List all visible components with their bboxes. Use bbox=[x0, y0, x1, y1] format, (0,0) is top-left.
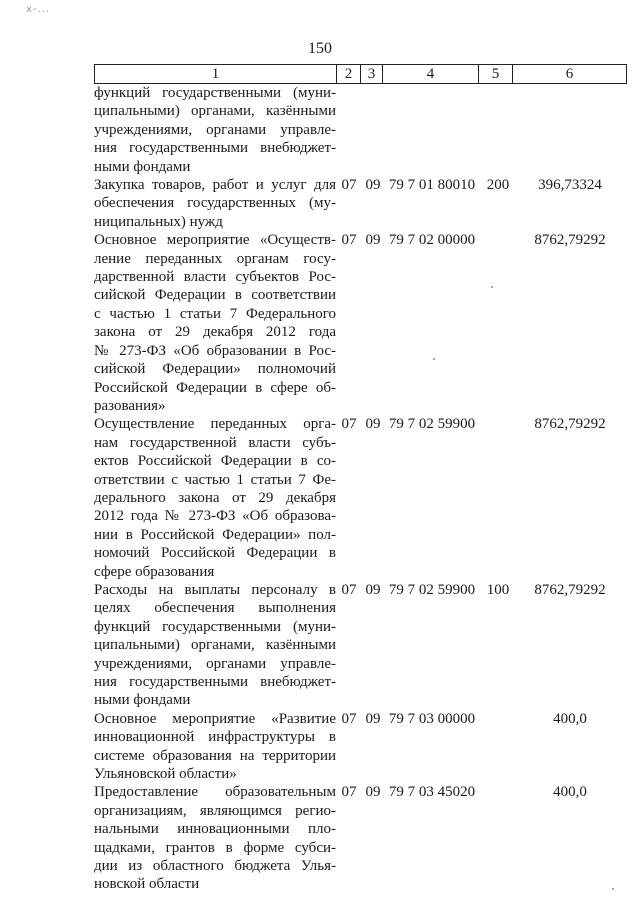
description-line: Закупка товаров, работ и услуг для bbox=[94, 177, 336, 194]
description-line: нальными инновационными пло- bbox=[94, 821, 336, 838]
description-line: ными фондами bbox=[94, 692, 191, 709]
description-line: целях обеспечения выполнения bbox=[94, 600, 336, 617]
header-col-4: 4 bbox=[383, 65, 479, 84]
description-line: нам государственной власти субъ- bbox=[94, 434, 336, 451]
scan-speck bbox=[612, 888, 614, 890]
target-article-code: 79 7 01 80010 bbox=[388, 177, 476, 194]
description-line: Ульяновской области» bbox=[94, 766, 237, 783]
section-code: 07 bbox=[341, 710, 357, 727]
description-line: новской области bbox=[94, 876, 200, 893]
row-description bbox=[94, 84, 336, 176]
description-line: Основное мероприятие «Развитие bbox=[94, 710, 336, 727]
header-col-6: 6 bbox=[513, 65, 627, 84]
description-line: обеспечения государственных (му- bbox=[94, 195, 336, 212]
description-line: системе образования на территории bbox=[94, 747, 336, 764]
description-line: дарственной власти субъектов Рос- bbox=[94, 269, 336, 286]
row-description bbox=[94, 415, 336, 581]
description-line: ектов Российской Федерации в со- bbox=[94, 453, 336, 470]
scan-speck bbox=[491, 286, 493, 288]
description-line: ния государственными внебюджет- bbox=[94, 140, 336, 157]
description-line: учреждениями, органами управле- bbox=[94, 121, 336, 138]
subsection-code: 09 bbox=[365, 232, 381, 249]
description-line: Осуществление переданных орга- bbox=[94, 416, 336, 433]
description-line: ципальными) органами, казёнными bbox=[94, 637, 336, 654]
description-line: учреждениями, органами управле- bbox=[94, 655, 336, 672]
header-col-3: 3 bbox=[361, 65, 383, 84]
table-row bbox=[94, 84, 630, 176]
description-line: Российской Федерации в сфере об- bbox=[94, 379, 336, 396]
table-row bbox=[94, 783, 630, 893]
description-line: щадками, грантов в форме субси- bbox=[94, 839, 336, 856]
header-col-1: 1 bbox=[95, 65, 337, 84]
table-row bbox=[94, 231, 630, 415]
description-line: закона от 29 декабря 2012 года bbox=[94, 324, 336, 341]
section-code: 07 bbox=[341, 581, 357, 598]
description-line: ление переданных органам госу- bbox=[94, 250, 336, 267]
target-article-code: 79 7 02 59900 bbox=[388, 416, 476, 433]
description-line: функций государственными (муни- bbox=[94, 618, 336, 635]
description-line: номочий Российской Федерации в bbox=[94, 545, 336, 562]
description-line: организациям, являющимся регио- bbox=[94, 802, 336, 819]
description-line: инновационной инфраструктуры в bbox=[94, 729, 336, 746]
description-line: разования» bbox=[94, 397, 166, 414]
target-article-code: 79 7 02 59900 bbox=[388, 581, 476, 598]
description-line: сфере образования bbox=[94, 563, 215, 580]
amount: 400,0 bbox=[553, 710, 587, 727]
subsection-code: 09 bbox=[365, 581, 381, 598]
target-article-code: 79 7 02 00000 bbox=[388, 232, 476, 249]
table-row bbox=[94, 581, 630, 710]
description-line: ния государственными внебюджет- bbox=[94, 674, 336, 690]
description-line: Предоставление образовательным bbox=[94, 784, 336, 801]
description-line: Расходы на выплаты персоналу в bbox=[94, 581, 336, 598]
description-line: ципальными) органами, казёнными bbox=[94, 103, 336, 120]
amount: 8762,79292 bbox=[534, 232, 606, 249]
table-row bbox=[94, 415, 630, 581]
amount: 8762,79292 bbox=[534, 416, 606, 433]
column-number-header bbox=[94, 64, 627, 84]
description-line: 2012 года № 273-ФЗ «Об образова- bbox=[94, 508, 336, 525]
amount: 400,0 bbox=[553, 784, 587, 801]
target-article-code: 79 7 03 45020 bbox=[388, 784, 476, 801]
description-line: Основное мероприятие «Осуществ- bbox=[94, 232, 336, 249]
description-line: № 273-ФЗ «Об образовании в Рос- bbox=[94, 342, 336, 359]
description-line: ответствии с частью 1 статьи 7 Фе- bbox=[94, 471, 336, 488]
description-line: сийской Федерации в соответствии bbox=[94, 287, 336, 304]
subsection-code: 09 bbox=[365, 784, 381, 801]
row-description bbox=[94, 581, 336, 710]
scan-speck bbox=[433, 358, 435, 360]
row-description bbox=[94, 710, 336, 784]
description-line: нии в Российской Федерации» пол- bbox=[94, 526, 336, 543]
subsection-code: 09 bbox=[365, 177, 381, 194]
row-description bbox=[94, 176, 336, 231]
amount: 396,73324 bbox=[538, 177, 602, 194]
description-line: функций государственными (муни- bbox=[94, 85, 336, 101]
expense-type-code: 200 bbox=[486, 177, 510, 194]
section-code: 07 bbox=[341, 416, 357, 433]
subsection-code: 09 bbox=[365, 416, 381, 433]
target-article-code: 79 7 03 00000 bbox=[388, 710, 476, 727]
table-row bbox=[94, 710, 630, 784]
subsection-code: 09 bbox=[365, 710, 381, 727]
description-line: сийской Федерации» полномочий bbox=[94, 361, 336, 378]
section-code: 07 bbox=[341, 177, 357, 194]
scan-mark: x-... bbox=[26, 4, 51, 15]
amount: 8762,79292 bbox=[534, 581, 606, 598]
header-col-2: 2 bbox=[337, 65, 361, 84]
description-line: ниципальных) нужд bbox=[94, 213, 223, 230]
budget-table-body bbox=[94, 84, 630, 894]
section-code: 07 bbox=[341, 232, 357, 249]
expense-type-code: 100 bbox=[486, 581, 510, 598]
description-line: дии из областного бюджета Улья- bbox=[94, 858, 336, 875]
description-line: с частью 1 статьи 7 Федерального bbox=[94, 305, 336, 322]
section-code: 07 bbox=[341, 784, 357, 801]
description-line: ными фондами bbox=[94, 158, 191, 175]
page-number: 150 bbox=[308, 40, 332, 57]
row-description bbox=[94, 231, 336, 415]
table-row bbox=[94, 176, 630, 231]
description-line: дерального закона от 29 декабря bbox=[94, 489, 336, 506]
row-description bbox=[94, 783, 336, 893]
header-col-5: 5 bbox=[479, 65, 513, 84]
